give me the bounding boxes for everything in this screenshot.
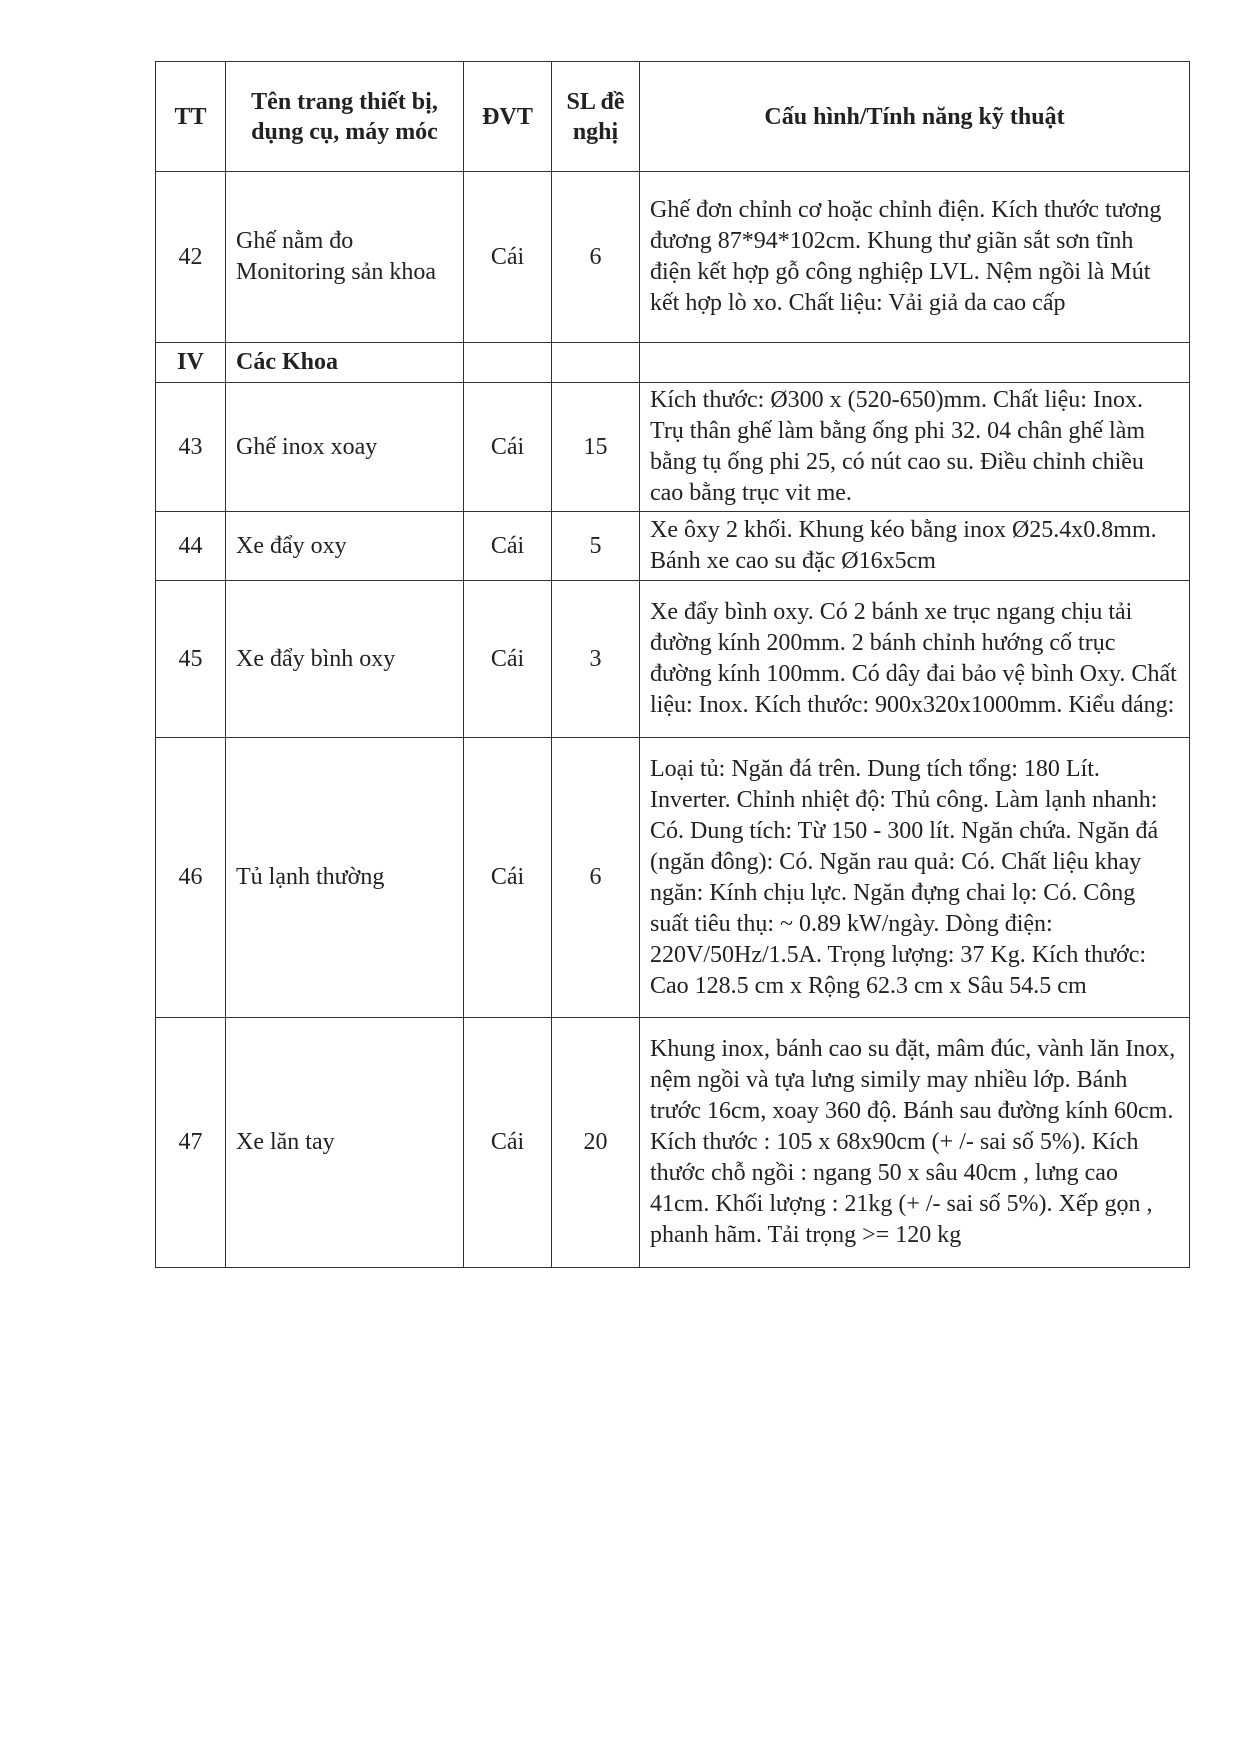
- row-unit: Cái: [464, 738, 552, 1018]
- table-row: [156, 512, 1190, 581]
- row-unit: Cái: [464, 383, 552, 512]
- row-spec: Loại tủ: Ngăn đá trên. Dung tích tổng: 180 Lít. Inverter. Chỉnh nhiệt độ: Thủ công. Làm lạnh nhanh: Có. Dung tích: Từ 150 - 300 lít. Ngăn chứa. Ngăn đá (ngăn đông): Có. Ngăn rau quả: Có. Chất liệu khay ngăn: Kính chịu lực. Ngăn đựng chai lọ: Có. Công suất tiêu thụ: ~ 0.89 kW/ngày. Dòng điện: 220V/50Hz/1.5A. Trọng lượng: 37 Kg. Kích thước: Cao 128.5 cm x Rộng 62.3 cm x Sâu 54.5 cm: [640, 738, 1190, 1018]
- header-qty: SL đề nghị: [552, 62, 640, 172]
- header-unit: ĐVT: [464, 62, 552, 172]
- table-row: [156, 383, 1190, 512]
- row-name: Xe lăn tay: [226, 1018, 464, 1268]
- row-spec: Khung inox, bánh cao su đặt, mâm đúc, vành lăn Inox, nệm ngồi và tựa lưng simily may nhiều lớp. Bánh trước 16cm, xoay 360 độ. Bánh sau đường kính 60cm. Kích thước : 105 x 68x90cm (+ /- sai số 5%). Kích thước chỗ ngồi : ngang 50 x sâu 40cm , lưng cao 41cm. Khối lượng : 21kg (+ /- sai số 5%). Xếp gọn , phanh hãm. Tải trọng >= 120 kg: [640, 1018, 1190, 1268]
- row-spec: Xe đẩy bình oxy. Có 2 bánh xe trục ngang chịu tải đường kính 200mm. 2 bánh chỉnh hướng cố trục đường kính 100mm. Có dây đai bảo vệ bình Oxy. Chất liệu: Inox. Kích thước: 900x320x1000mm. Kiểu dáng:: [640, 581, 1190, 738]
- equipment-table: [155, 61, 1190, 1268]
- row-unit: Cái: [464, 581, 552, 738]
- row-name: Ghế nằm đo Monitoring sản khoa: [226, 172, 464, 343]
- row-unit: Cái: [464, 512, 552, 581]
- row-qty: 6: [552, 738, 640, 1018]
- row-qty: 3: [552, 581, 640, 738]
- table-row: [156, 581, 1190, 738]
- row-qty: 5: [552, 512, 640, 581]
- header-spec: Cấu hình/Tính năng kỹ thuật: [640, 62, 1190, 172]
- row-name: Tủ lạnh thường: [226, 738, 464, 1018]
- row-tt: 46: [156, 738, 226, 1018]
- row-tt: 44: [156, 512, 226, 581]
- row-tt: 43: [156, 383, 226, 512]
- table-row: [156, 172, 1190, 343]
- row-spec: Ghế đơn chỉnh cơ hoặc chỉnh điện. Kích thước tương đương 87*94*102cm. Khung thư giãn sắt sơn tĩnh điện kết hợp gỗ công nghiệp LVL. Nệm ngồi là Mút kết hợp lò xo. Chất liệu: Vải giả da cao cấp: [640, 172, 1190, 343]
- table-row: [156, 1018, 1190, 1268]
- row-unit: Cái: [464, 172, 552, 343]
- row-qty: 15: [552, 383, 640, 512]
- row-qty: 20: [552, 1018, 640, 1268]
- row-unit: Cái: [464, 1018, 552, 1268]
- header-name: Tên trang thiết bị, dụng cụ, máy móc: [226, 62, 464, 172]
- table-row: [156, 738, 1190, 1018]
- row-tt: 42: [156, 172, 226, 343]
- section-name: Các Khoa: [226, 343, 464, 383]
- row-spec: Xe ôxy 2 khối. Khung kéo bằng inox Ø25.4x0.8mm. Bánh xe cao su đặc Ø16x5cm: [640, 512, 1190, 581]
- row-name: Xe đẩy bình oxy: [226, 581, 464, 738]
- header-tt: TT: [156, 62, 226, 172]
- row-name: Ghế inox xoay: [226, 383, 464, 512]
- header-row: [156, 62, 1190, 172]
- section-row: [156, 343, 1190, 383]
- row-qty: 6: [552, 172, 640, 343]
- row-tt: 47: [156, 1018, 226, 1268]
- row-name: Xe đẩy oxy: [226, 512, 464, 581]
- section-tt: IV: [156, 343, 226, 383]
- row-tt: 45: [156, 581, 226, 738]
- row-spec: Kích thước: Ø300 x (520-650)mm. Chất liệu: Inox. Trụ thân ghế làm bằng ống phi 32. 04 chân ghế làm bằng tụ ống phi 25, có nút cao su. Điều chỉnh chiều cao bằng trục vit me.: [640, 383, 1190, 512]
